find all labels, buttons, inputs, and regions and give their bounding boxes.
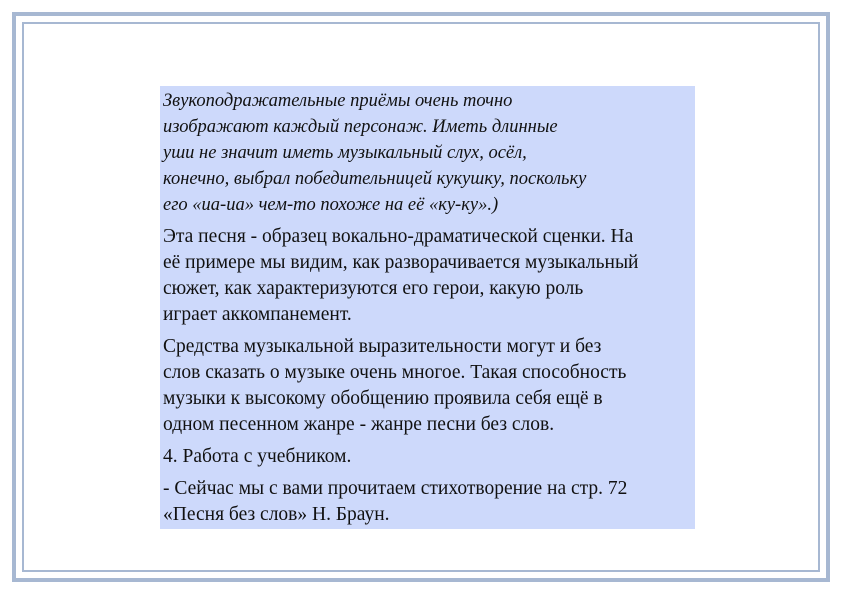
paragraph-italic-intro: [163, 88, 695, 218]
text-line: Средства музыкальной выразительности могут и без: [163, 336, 602, 357]
text-line: уши не значит иметь музыкальный слух, осёл,: [163, 143, 527, 163]
text-line: конечно, выбрал победительницей кукушку, поскольку: [163, 169, 587, 189]
text-line: Эта песня - образец вокально-драматической сценки. На: [163, 226, 634, 247]
text-line: слов сказать о музыке очень многое. Такая способность: [163, 362, 627, 383]
text-line: её примере мы видим, как разворачивается музыкальный: [163, 252, 639, 273]
text-line: музыки к высокому обобщению проявила себя ещё в: [163, 388, 603, 409]
text-line: «Песня без слов» Н. Браун.: [163, 504, 390, 525]
text-line: изображают каждый персонаж. Иметь длинные: [163, 117, 558, 137]
text-line: Звукоподражательные приёмы очень точно: [163, 91, 513, 111]
paragraph-song-scene: [163, 224, 695, 328]
text-line: - Сейчас мы с вами прочитаем стихотворение на стр. 72: [163, 478, 628, 499]
text-line: играет аккомпанемент.: [163, 304, 352, 325]
text-line: сюжет, как характеризуются его герои, какую роль: [163, 278, 584, 299]
paragraph-expressive-means: [163, 334, 695, 438]
text-box: [160, 86, 695, 529]
text-line: 4. Работа с учебником.: [163, 446, 352, 467]
paragraph-poem-reading: [163, 476, 695, 528]
text-line: его «иа-иа» чем-то похоже на её «ку-ку».): [163, 195, 499, 215]
paragraph-textbook-work: [163, 444, 695, 470]
text-line: одном песенном жанре - жанре песни без слов.: [163, 414, 555, 435]
